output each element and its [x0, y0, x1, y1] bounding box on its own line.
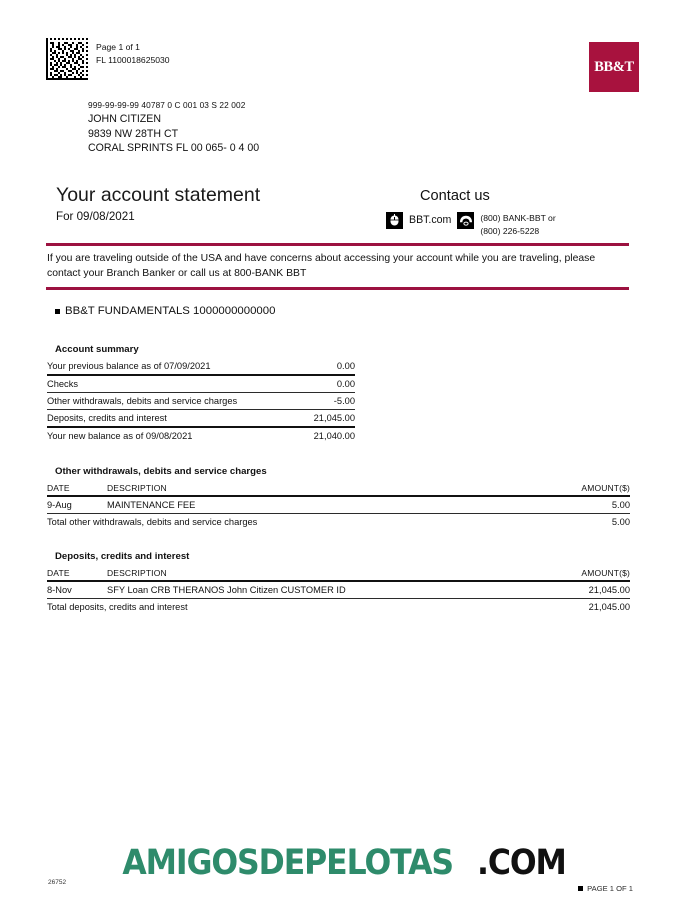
table-row [47, 358, 355, 375]
column-header-description: DESCRIPTION [107, 483, 167, 493]
deposits-total-label: Total deposits, credits and interest [47, 599, 527, 616]
table-row [47, 581, 630, 599]
divider-top [46, 243, 629, 246]
table-row [47, 427, 355, 444]
footer-page-indicator [578, 884, 633, 893]
column-header-date: DATE [47, 568, 70, 578]
table-total-row [47, 599, 630, 616]
page-title: Your account statement [56, 184, 261, 206]
table-header-row [47, 481, 630, 496]
table-row [47, 375, 355, 393]
recipient-address [88, 98, 259, 156]
contact-heading: Contact us [420, 188, 490, 204]
routing-code: FL 1100018625030 [96, 54, 170, 65]
account-header-text: BB&T FUNDAMENTALS 1000000000000 [65, 305, 276, 317]
withdrawal-description: MAINTENANCE FEE [107, 496, 527, 514]
footer-code: 26752 [48, 879, 67, 886]
table-header-row [47, 566, 630, 581]
deposit-amount: 21,045.00 [527, 581, 630, 599]
withdrawal-amount: 5.00 [527, 496, 630, 514]
website-label[interactable]: BBT.com [409, 214, 452, 226]
deposit-date: 8-Nov [47, 581, 107, 599]
recipient-name: JOHN CITIZEN [88, 113, 161, 126]
square-bullet-icon [55, 309, 60, 314]
summary-amount: 21,040.00 [275, 427, 355, 444]
summary-amount: 21,045.00 [275, 410, 355, 428]
table-row [47, 410, 355, 428]
table-total-row [47, 514, 630, 531]
withdrawals-total-amount: 5.00 [527, 514, 630, 531]
column-header-amount: AMOUNT($) [581, 483, 630, 493]
watermark-primary: AMIGOSDEPELOTAS [122, 843, 454, 883]
withdrawals-title: Other withdrawals, debits and service charges [55, 466, 267, 477]
summary-amount: -5.00 [275, 393, 355, 410]
withdrawal-date: 9-Aug [47, 496, 107, 514]
phone-numbers [480, 211, 555, 237]
footer-page-label: PAGE 1 OF 1 [587, 884, 633, 893]
column-header-date: DATE [47, 483, 70, 493]
deposits-table [47, 566, 630, 615]
summary-amount: 0.00 [336, 361, 355, 371]
phone-primary: (800) BANK-BBT or [480, 213, 556, 223]
bbt-logo-text: BB&T [594, 58, 634, 75]
summary-label: Deposits, credits and interest [47, 410, 275, 428]
summary-label: Other withdrawals, debits and service charges [47, 393, 275, 410]
account-summary-table [47, 358, 355, 444]
recipient-street: 9839 NW 28TH CT [88, 127, 179, 140]
divider-bottom [46, 287, 629, 290]
phone-secondary: (800) 226-5228 [480, 225, 540, 236]
account-summary-title: Account summary [55, 344, 139, 355]
telephone-icon [457, 212, 474, 229]
statement-date: For 09/08/2021 [56, 210, 135, 223]
contact-details [386, 211, 556, 237]
mouse-icon [386, 212, 403, 229]
summary-label: Your previous balance as of 07/09/2021 [47, 361, 211, 371]
withdrawals-total-label: Total other withdrawals, debits and service charges [47, 514, 527, 531]
account-header [55, 305, 275, 317]
datamatrix-barcode-icon [46, 38, 88, 80]
mailing-header [46, 38, 170, 80]
travel-notice: If you are traveling outside of the USA and have concerns about accessing your account while you are traveling, please contact your Branch Banker or call us at 800-BANK BBT [47, 253, 596, 279]
table-row [47, 393, 355, 410]
column-header-amount: AMOUNT($) [581, 568, 630, 578]
page-indicator: Page 1 of 1 [96, 42, 140, 52]
bbt-logo [589, 42, 639, 92]
deposits-title: Deposits, credits and interest [55, 551, 190, 562]
mailing-header-codes [96, 38, 170, 66]
recipient-city-state-zip: CORAL SPRINTS FL 00 065- 0 4 00 [88, 142, 260, 155]
deposit-description: SFY Loan CRB THERANOS John Citizen CUSTOMER ID [107, 581, 527, 599]
summary-amount: 0.00 [275, 375, 355, 393]
withdrawals-table [47, 481, 630, 530]
account-code-line: 999-99-99-99 40787 0 C 001 03 S 22 002 [88, 100, 246, 110]
watermark-suffix: .COM [476, 843, 566, 883]
square-bullet-icon [578, 886, 583, 891]
deposits-total-amount: 21,045.00 [527, 599, 630, 616]
site-watermark [0, 843, 675, 883]
summary-label: Checks [47, 375, 275, 393]
table-row [47, 496, 630, 514]
column-header-description: DESCRIPTION [107, 568, 167, 578]
summary-label: Your new balance as of 09/08/2021 [47, 427, 275, 444]
